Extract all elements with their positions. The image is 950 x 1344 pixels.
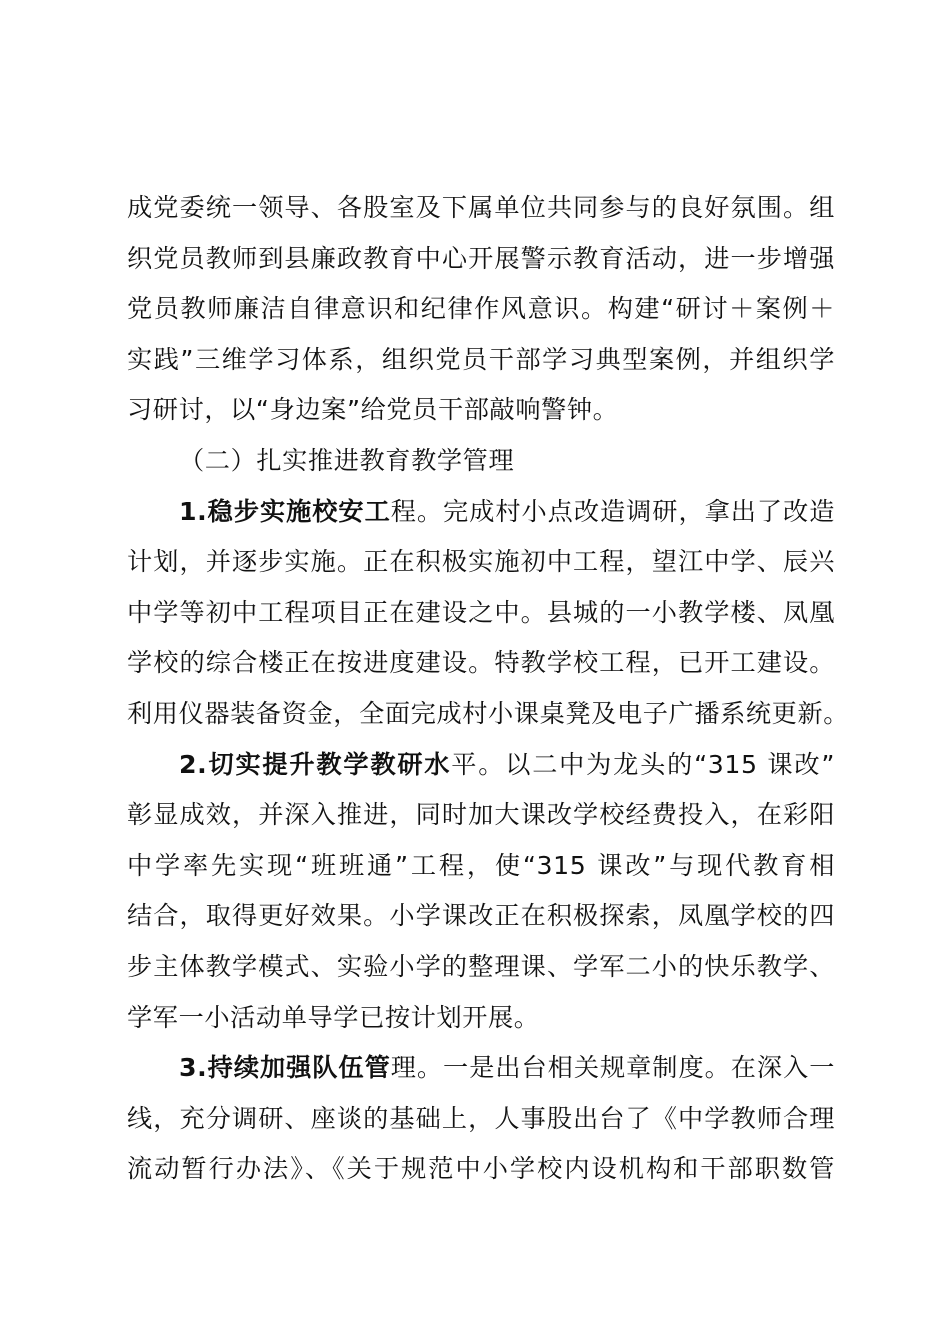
item-2 xyxy=(127,740,835,1044)
text-line: 流动暂行办法》、《关于规范中小学校内设机构和干部职数管 xyxy=(127,1154,835,1184)
text-line: 习研讨，以“身边案”给党员干部敲响警钟。 xyxy=(127,395,619,425)
text-line: 党员教师廉洁自律意识和纪律作风意识。构建“研讨＋案例＋ xyxy=(127,294,835,324)
item-first-line xyxy=(127,1043,835,1094)
text-line: 利用仪器装备资金，全面完成村小课桌凳及电子广播系统更新。 xyxy=(127,698,850,728)
item-title: 3.持续加强队伍管 xyxy=(179,1053,391,1083)
item-text: 程。完成村小点改造调研，拿出了改造 xyxy=(390,496,836,526)
text-line: 学校的综合楼正在按进度建设。特教学校工程，已开工建设。 xyxy=(127,648,835,678)
document-body xyxy=(127,183,850,1195)
item-text: 理。一是出台相关规章制度。在深入一 xyxy=(390,1053,836,1083)
item-1 xyxy=(127,487,850,740)
text-line: 中学率先实现“班班通”工程，使“315 课改”与现代教育相 xyxy=(127,850,835,880)
text-line: 彰显成效，并深入推进，同时加大课改学校经费投入，在彩阳 xyxy=(127,800,835,830)
text-line: 实践”三维学习体系，组织党员干部学习典型案例，并组织学 xyxy=(127,344,835,374)
item-text: 平。以二中为龙头的“315 课改” xyxy=(451,749,835,779)
text-line: 学军一小活动单导学已按计划开展。 xyxy=(127,1002,540,1032)
item-title: 1.稳步实施校安工 xyxy=(179,496,391,526)
section-heading-2: （二）扎实推进教育教学管理 xyxy=(179,445,515,475)
item-first-line xyxy=(127,740,835,791)
text-line: 织党员教师到县廉政教育中心开展警示教育活动，进一步增强 xyxy=(127,243,835,273)
text-line: 结合，取得更好效果。小学课改正在积极探索，凤凰学校的四 xyxy=(127,901,835,931)
text-line: 线，充分调研、座谈的基础上，人事股出台了《中学教师合理 xyxy=(127,1103,835,1133)
text-line: 步主体教学模式、实验小学的整理课、学军二小的快乐教学、 xyxy=(127,951,835,981)
text-line: 中学等初中工程项目正在建设之中。县城的一小教学楼、凤凰 xyxy=(127,597,835,627)
paragraph-1 xyxy=(127,183,835,436)
text-line: 成党委统一领导、各股室及下属单位共同参与的良好氛围。组 xyxy=(127,193,835,222)
item-first-line xyxy=(127,487,835,538)
item-3 xyxy=(127,1043,835,1195)
item-title: 2.切实提升教学教研水 xyxy=(179,749,452,779)
text-line: 计划，并逐步实施。正在积极实施初中工程，望江中学、辰兴 xyxy=(127,547,835,577)
